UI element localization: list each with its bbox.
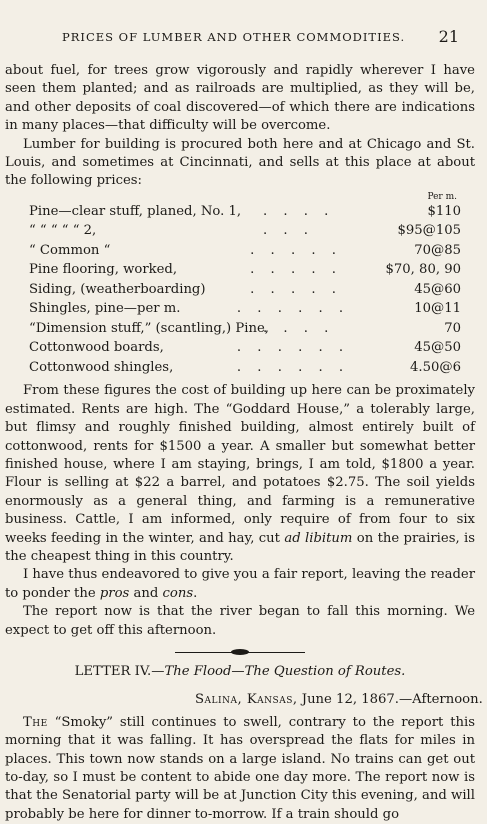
price-value: $70, 80, 90 [385,262,461,278]
price-item: Pine flooring, worked, [29,262,178,278]
report-text: I have thus endeavored to give you a fair report, leaving the reader to ponder the [5,567,475,601]
price-row [5,203,475,223]
divider-ornament-icon [231,649,249,655]
price-row [5,261,475,281]
leader-dots: . . . . . . [236,340,350,356]
page-header [0,27,487,50]
leader-dots: . . . . [263,203,335,219]
leader-dots: . . . . . . [236,359,350,375]
paragraph-costs [5,382,475,566]
leader-dots: . . . . . [250,281,342,297]
letter-place: Salina, Kansas, [195,692,298,708]
paragraph-report [5,566,475,603]
price-row [5,359,475,379]
letter-dateline [5,691,483,709]
pros-word: pros [99,585,130,601]
letter-body-text: “Smoky” still continues to swell, contrary to the report this morning that it was falling. It has overspread the flats for miles in places. This town now stands on a large island. No trains can get out to-day, so I must be content to abide one day more. The report now is that the Senatorial party will be at Junction City this evening, and will probably be here for dinner to-morrow. If a train should go [5,714,476,822]
price-item: “ “ “ “ “ 2, [29,223,97,239]
price-value: 45@50 [414,340,461,356]
price-item: Cottonwood boards, [29,340,164,356]
letter-date: June 12, 1867.—Afternoon. [301,692,483,708]
letter-opening-word: The [23,714,48,730]
page-number: 21 [438,27,459,46]
price-unit-heading: Per m. [427,191,457,202]
price-row [5,281,475,301]
price-row [5,339,475,359]
price-value: $95@105 [397,223,461,239]
paragraph-river: The report now is that the river began to fall this morning. We expect to get off this afternoon. [5,604,475,638]
letter-heading [5,663,475,681]
paragraph-lumber: Lumber for building is procured both here and at Chicago and St. Louis, and sometimes at Cincinnati, and sells at this place at about the following prices: [5,136,475,189]
price-rows [5,203,475,379]
price-item: Siding, (weatherboarding) [29,281,206,297]
price-item: “Dimension stuff,” (scantling,) Pine, [29,320,269,336]
leader-dots: . . . . . . [236,301,350,317]
price-value: 10@11 [414,301,461,317]
leader-dots: . . . . . [250,242,342,258]
running-head: PRICES OF LUMBER AND OTHER COMMODITIES. [62,30,406,44]
paragraph-fuel: about fuel, for trees grow vigorously and rapidly wherever I have seen them planted; and as railroads are multiplied, as they will be, and other deposits of coal discovered—of which there are indications in many places—that difficulty will be overcome. [5,63,475,134]
letter-body [5,714,475,824]
costs-text: From these figures the cost of building up here can be proximately estimated. Rents are high. The “Goddard House,” a tolerably large, but flimsy and roughly finished building, almost entirely built of cottonwood, rents for $1500 a year. A smaller but somewhat better finished house, where I am staying, brings, I am told, $1800 a year. Flour is selling at $22 a barrel, and potatoes $2.75. The soil yields enormously as a general thing, and farming is a remunerative business. Cattle, I am informed, only require of from four to six weeks feeding in the winter, and hay, cut [5,383,475,546]
price-row [5,300,475,320]
price-value: 70 [444,320,461,336]
costs-text-end: on the prairies, is the cheapest thing in this country. [5,530,475,564]
price-value: $110 [427,203,461,219]
and-word: and [133,585,159,601]
leader-dots: . . . [263,223,314,239]
price-item: Cottonwood shingles, [29,359,174,375]
price-row [5,242,475,262]
price-value: 4.50@6 [410,359,461,375]
price-value: 70@85 [414,242,461,258]
ad-libitum: ad libitum [284,530,353,546]
leader-dots: . . . . [263,320,335,336]
letter-subtitle: The Flood—The Question of Routes. [164,664,406,680]
price-item: Pine—clear stuff, planed, No. 1, [29,203,242,219]
report-end: . [193,585,198,601]
divider-rule [175,652,305,653]
price-item: “ Common “ [29,242,111,258]
cons-word: cons [162,585,194,601]
price-row [5,222,475,242]
leader-dots: . . . . . [250,262,342,278]
price-row [5,320,475,340]
price-value: 45@60 [414,281,461,297]
body-text [5,62,483,824]
letter-number: LETTER IV.— [74,664,165,680]
section-divider [5,652,475,653]
price-list [5,191,475,379]
price-item: Shingles, pine—per m. [29,301,181,317]
